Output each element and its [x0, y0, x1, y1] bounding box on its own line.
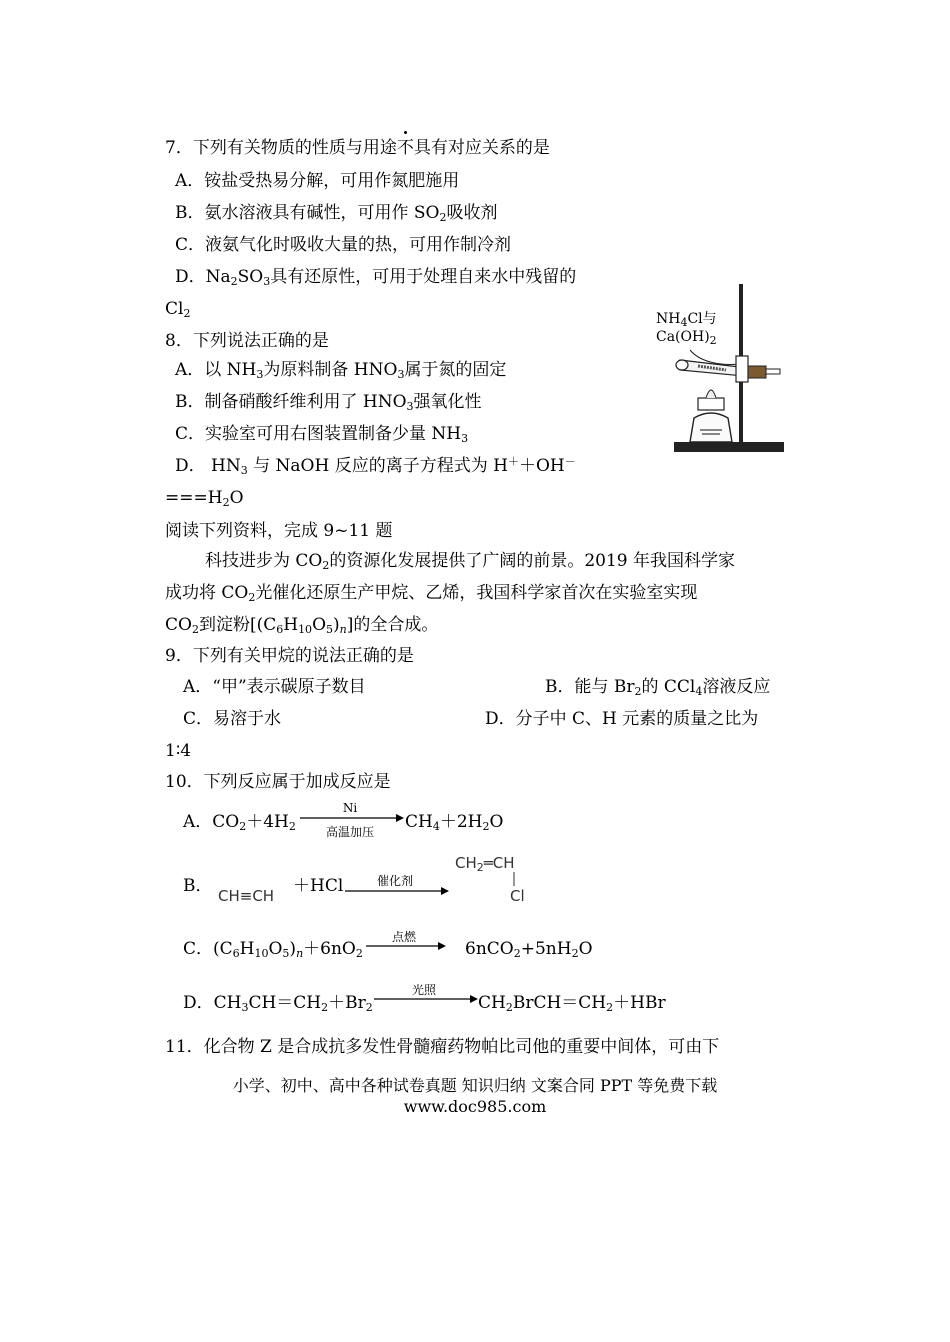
- q10-option-c-right: $6nCO_2+5nH_2O$: [465, 939, 593, 960]
- q10-stem: 10．下列反应属于加成反应是: [165, 772, 391, 792]
- reading-paragraph-line-1: 科技进步为 $CO_2$的资源化发展提供了广阔的前景。2019 年我国科学家: [205, 551, 736, 572]
- footer-website-link[interactable]: www.doc985.com: [403, 1097, 547, 1116]
- q10-option-a-arrow: [300, 813, 404, 823]
- q8-option-b: B．制备硝酸纤维利用了 $HNO_3$强氧化性: [175, 392, 482, 413]
- q8-option-c: C．实验室可用右图装置制备少量 $NH_3$: [175, 424, 469, 445]
- q10-option-c-condition: 点燃: [391, 930, 416, 944]
- q8-option-a: A．以 $NH_3$为原料制备 $HNO_3$属于氮的固定: [175, 360, 507, 381]
- q10-option-b-product-top: $CH_2═CH$: [455, 854, 515, 874]
- q10-option-c-left: C．$(C_6H_{10}O_5)_n+6nO_2$: [183, 939, 363, 960]
- reading-intro: 阅读下列资料，完成 9~11 题: [165, 521, 393, 541]
- q10-option-a-left: A．$CO_2+4H_2$: [183, 812, 296, 833]
- q7-option-b: B．氨水溶液具有碱性，可用作 $SO_2$吸收剂: [175, 203, 498, 224]
- q7-option-a: A．铵盐受热易分解，可用作氮肥施用: [175, 171, 460, 191]
- q10-option-d-right: $CH_2BrCH=CH_2+HBr$: [478, 993, 666, 1014]
- q10-option-d-condition: 光照: [411, 983, 436, 997]
- q10-option-b-label: B．: [183, 876, 213, 896]
- q10-option-a-right: $CH_4+2H_2O$: [405, 812, 504, 833]
- apparatus-drawing: [650, 282, 800, 454]
- q10-option-b-product-bottom: Cl: [510, 887, 525, 905]
- q7-option-d-cont: $Cl_2$: [165, 299, 191, 320]
- q7-option-d: D．$Na_2SO_3$具有还原性，可用于处理自来水中残留的: [175, 267, 577, 288]
- q10-option-d-arrow: [374, 994, 478, 1004]
- q10-option-b-bond: [512, 872, 516, 886]
- q10-option-b-arrow: [345, 886, 449, 896]
- q9-option-d-cont: 1∶4: [165, 741, 192, 761]
- q9-option-a: A．“甲”表示碳原子数目: [183, 677, 366, 697]
- q10-option-b-catalyst: 催化剂: [376, 874, 413, 888]
- q8-option-d: D． $HN_3$ 与 NaOH 反应的离子方程式为 H＋＋OH－: [175, 455, 576, 477]
- figure-label-reagents: $NH_4Cl$与: [656, 311, 717, 329]
- q8-stem: 8．下列说法正确的是: [165, 331, 329, 351]
- q10-option-b-reactant: CH≡CH: [218, 887, 275, 905]
- q8-option-d-cont: $===H_2O$: [165, 488, 244, 509]
- footer-tagline: 小学、初中、高中各种试卷真题 知识归纳 文案合同 PPT 等免费下载: [232, 1076, 718, 1095]
- figure-label-reagents-2: $Ca(OH)_2$: [656, 329, 717, 347]
- emphasis-not: 不: [396, 138, 414, 158]
- q10-option-a-catalyst: Ni: [342, 801, 358, 815]
- q10-option-c-arrow: [366, 941, 446, 951]
- q10-option-b-plus-hcl: ＋HCl: [293, 876, 344, 896]
- ammonia-apparatus-figure: [650, 282, 800, 459]
- q10-option-a-conditions: 高温加压: [325, 825, 374, 839]
- q9-option-d: D．分子中 C、H 元素的质量之比为: [485, 709, 759, 729]
- reading-paragraph-line-2: 成功将 $CO_2$光催化还原生产甲烷、乙烯，我国科学家首次在实验室实现: [165, 583, 698, 604]
- q9-option-c: C．易溶于水: [183, 709, 282, 729]
- q9-stem: 9．下列有关甲烷的说法正确的是: [165, 646, 414, 666]
- q11-stem: 11．化合物 Z 是合成抗多发性骨髓瘤药物帕比司他的重要中间体，可由下: [165, 1037, 720, 1057]
- q7-option-c: C．液氨气化时吸收大量的热，可用作制冷剂: [175, 235, 512, 255]
- q10-option-d-left: D．$CH_3CH=CH_2+Br_2$: [183, 993, 373, 1014]
- q9-option-b: B．能与 $Br_2$的 CCl$_4$溶液反应: [545, 677, 771, 698]
- q7-stem: 7．下列有关物质的性质与用途不具有对应关系的是: [165, 138, 550, 158]
- reading-paragraph-line-3: $CO_2$到淀粉$[(C_6H_{10}O_5)_n]$的全合成。: [165, 615, 439, 636]
